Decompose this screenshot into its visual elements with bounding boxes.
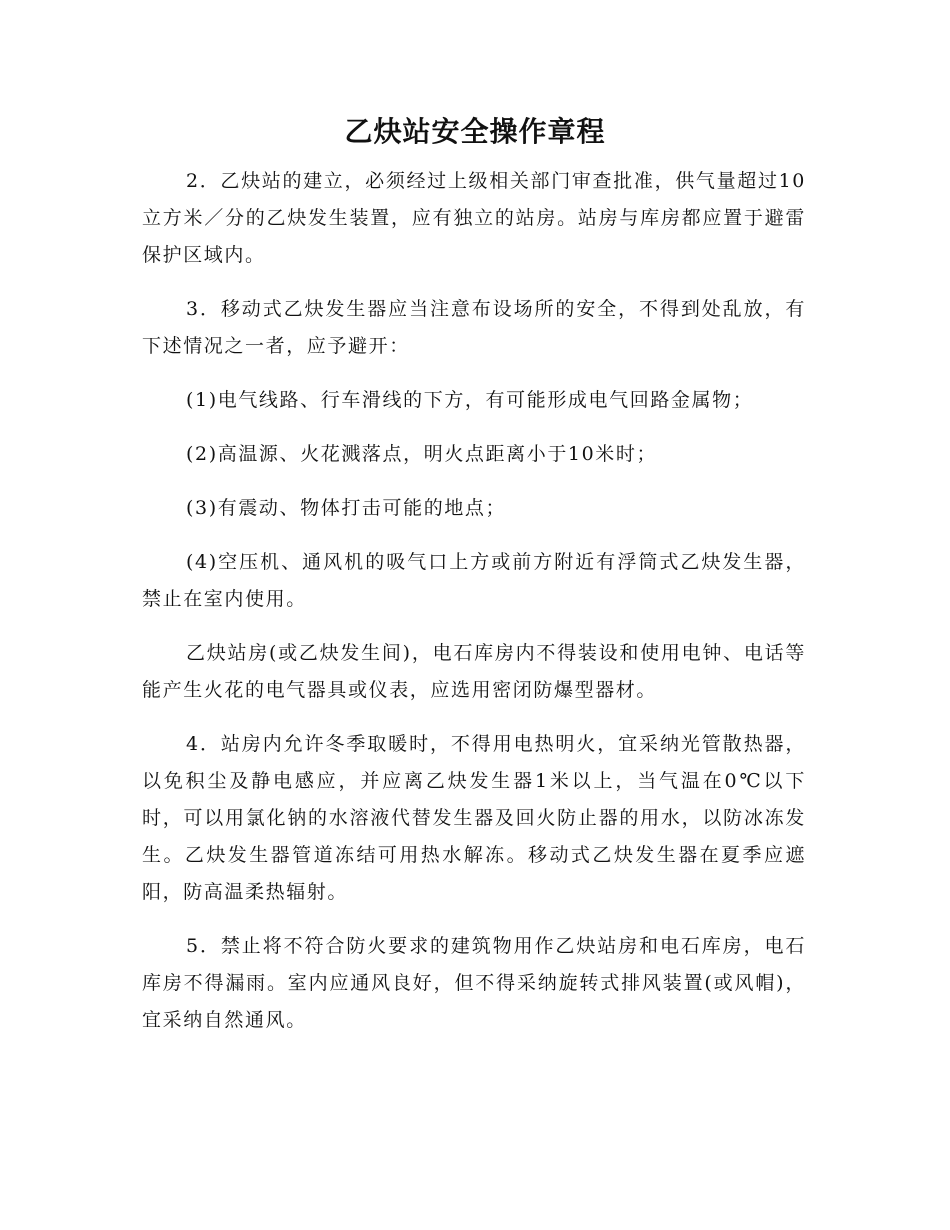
paragraph-subitem-2: (2)高温源、火花溅落点，明火点距离小于10米时；	[186, 443, 658, 465]
paragraph-item-5: 5．禁止将不符合防火要求的建筑物用作乙炔站房和电石库房，电石库房不得漏雨。室内应通风良好，但不得采纳旋转式排风装置(或风帽)，宜采纳自然通风。	[142, 935, 806, 1031]
paragraph-item-4: 4．站房内允许冬季取暖时，不得用电热明火，宜采纳光管散热器，以免积尘及静电感应，并应离乙炔发生器1米以上，当气温在0℃以下时，可以用氯化钠的水溶液代替发生器及回火防止器的用水，以防冰冻发生。乙炔发生器管道冻结可用热水解冻。移动式乙炔发生器在夏季应遮阳，防高温柔热辐射。	[142, 733, 806, 903]
paragraph-station-equipment: 乙炔站房(或乙炔发生间)，电石库房内不得装设和使用电钟、电话等能产生火花的电气器具或仪表，应选用密闭防爆型器材。	[142, 642, 806, 701]
paragraph-item-2: 2．乙炔站的建立，必须经过上级相关部门审查批准，供气量超过10立方米／分的乙炔发生装置，应有独立的站房。站房与库房都应置于避雷保护区域内。	[142, 170, 806, 266]
paragraph-subitem-1: (1)电气线路、行车滑线的下方，有可能形成电气回路金属物；	[186, 389, 754, 411]
paragraph-subitem-3: (3)有震动、物体打击可能的地点；	[186, 497, 507, 519]
document-body	[142, 163, 806, 1056]
document-title: 乙炔站安全操作章程	[344, 115, 606, 148]
paragraph-subitem-4: (4)空压机、通风机的吸气口上方或前方附近有浮筒式乙炔发生器，禁止在室内使用。	[142, 551, 806, 610]
paragraph-item-3: 3．移动式乙炔发生器应当注意布设场所的安全，不得到处乱放，有下述情况之一者，应予避开：	[142, 298, 806, 357]
